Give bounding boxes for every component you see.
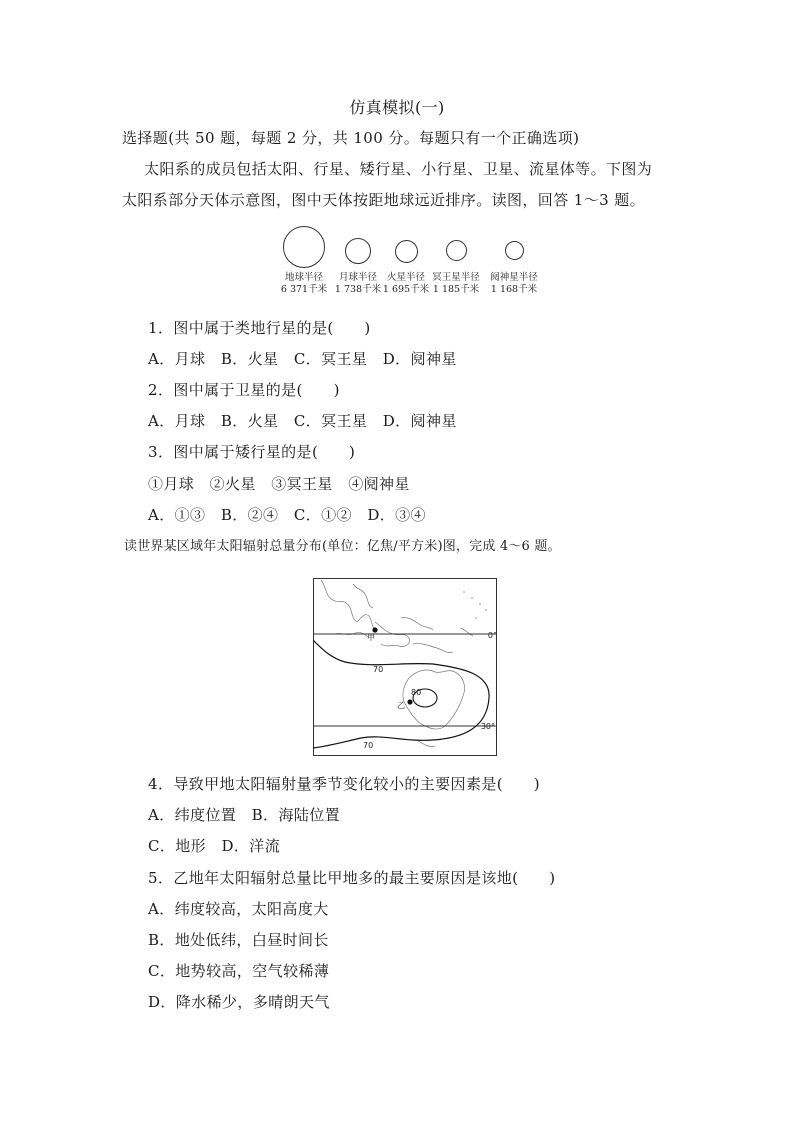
- iso-80-label: 80: [411, 688, 422, 697]
- q5-stem: 5．乙地年太阳辐射总量比甲地多的最主要原因是该地( ): [148, 869, 556, 887]
- body-pluto: [428, 226, 484, 296]
- instructions: 选择题(共 50 题，每题 2 分，共 100 分。每题只有一个正确选项): [122, 129, 580, 147]
- q3-options: A．①③ B．②④ C．①② D．③④: [148, 506, 426, 524]
- point-jia-dot: [372, 627, 377, 632]
- moon-label: 月球半径: [338, 272, 377, 283]
- earth-label: 地球半径: [284, 272, 323, 283]
- pluto-value: 1 185千米: [432, 284, 480, 295]
- q4-stem: 4．导致甲地太阳辐射量季节变化较小的主要因素是( ): [148, 775, 541, 793]
- q5-option-c: C．地势较高，空气较稀薄: [148, 962, 330, 980]
- eris-label: 阋神星半径: [490, 272, 538, 283]
- iso-70-upper-label: 70: [373, 665, 384, 674]
- q2-stem: 2．图中属于卫星的是( ): [148, 381, 340, 399]
- q3-stem: 3．图中属于矮行星的是( ): [148, 443, 356, 461]
- moon-circle: [345, 238, 371, 264]
- earth-value: 6 371千米: [280, 284, 328, 295]
- solar-bodies-figure: [276, 226, 556, 306]
- eris-circle: [505, 241, 524, 260]
- q1-stem: 1．图中属于类地行星的是( ): [148, 319, 371, 337]
- page-title: 仿真模拟(一): [349, 98, 445, 117]
- moon-value: 1 738千米: [334, 284, 382, 295]
- point-yi-dot: [407, 699, 412, 704]
- q5-option-b: B．地处低纬，白昼时间长: [148, 931, 329, 949]
- body-mars: [378, 226, 434, 296]
- q4-options-line2: C．地形 D．洋流: [148, 837, 281, 855]
- earth-circle: [283, 226, 325, 268]
- map-frame: [314, 579, 497, 756]
- q5-option-d: D．降水稀少，多晴朗天气: [148, 993, 330, 1011]
- eris-value: 1 168千米: [490, 284, 538, 295]
- q1-options: A．月球 B．火星 C．冥王星 D．阋神星: [148, 350, 457, 368]
- lat-0-label: 0°: [487, 631, 497, 640]
- radiation-map-svg: [313, 578, 497, 756]
- q3-items: ①月球 ②火星 ③冥王星 ④阋神星: [148, 475, 410, 493]
- iso-70-lower-label: 70: [363, 741, 374, 750]
- point-jia-label: 甲: [367, 633, 375, 642]
- intro-line-1: 太阳系的成员包括太阳、行星、矮行星、小行星、卫星、流星体等。下图为: [144, 160, 653, 178]
- q4-options-line1: A．纬度位置 B．海陆位置: [148, 806, 341, 824]
- body-eris: [486, 226, 542, 296]
- mars-label: 火星半径: [386, 272, 425, 283]
- mars-circle: [395, 240, 418, 263]
- radiation-map: [313, 578, 497, 756]
- pluto-circle: [446, 240, 467, 261]
- point-yi-label: 乙: [397, 701, 405, 710]
- body-earth: [276, 226, 332, 296]
- q5-option-a: A．纬度较高，太阳高度大: [148, 900, 329, 918]
- map-intro: 读世界某区域年太阳辐射总量分布(单位：亿焦/平方米)图，完成 4～6 题。: [124, 539, 561, 554]
- intro-line-2: 太阳系部分天体示意图，图中天体按距地球远近排序。读图，回答 1～3 题。: [122, 191, 646, 209]
- pluto-label: 冥王星半径: [432, 272, 480, 283]
- mars-value: 1 695千米: [382, 284, 430, 295]
- lat-30-label: 30°: [480, 722, 495, 731]
- q2-options: A．月球 B．火星 C．冥王星 D．阋神星: [148, 412, 457, 430]
